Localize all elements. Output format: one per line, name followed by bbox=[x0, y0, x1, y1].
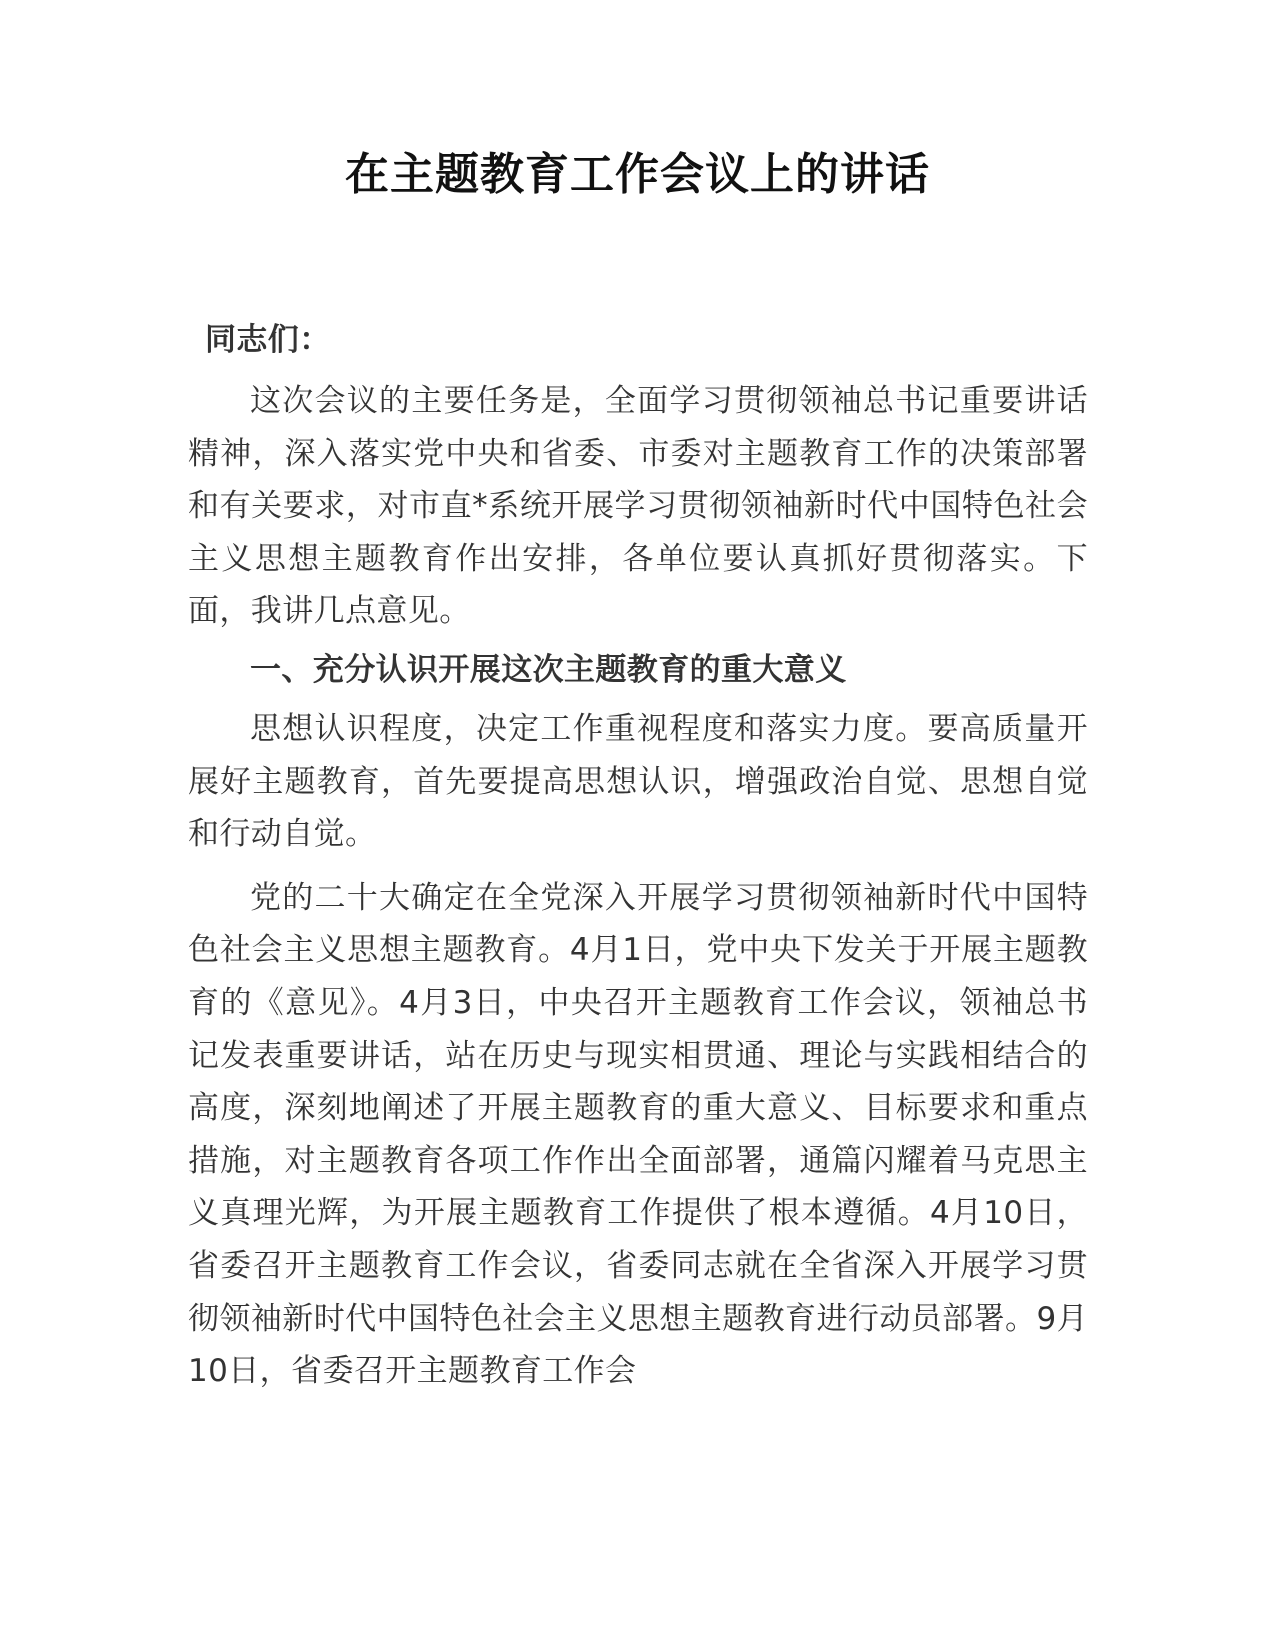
section-heading-1: 一、充分认识开展这次主题教育的重大意义 bbox=[250, 651, 847, 688]
salutation: 同志们： bbox=[205, 322, 331, 358]
document-title: 在主题教育工作会议上的讲话 bbox=[345, 149, 930, 200]
paragraph-awareness: 思想认识程度，决定工作重视程度和落实力度。要高质量开展好主题教育，首先要提高思想认识，增强政治自觉、思想自觉和行动自觉。 bbox=[188, 710, 1088, 853]
paragraph-background: 党的二十大确定在全党深入开展学习贯彻领袖新时代中国特色社会主义思想主题教育。4月1日，党中央下发关于开展主题教育的《意见》。4月3日，中央召开主题教育工作会议，领袖总书记发表重要讲话，站在历史与现实相贯通、理论与实践相结合的高度，深刻地阐述了开展主题教育的重大意义、目标要求和重点措施，对主题教育各项工作作出全面部署，通篇闪耀着马克思主义真理光辉，为开展主题教育工作提供了根本遵循。4月10日，省委召开主题教育工作会议，省委同志就在全省深入开展学习贯彻领袖新时代中国特色社会主义思想主题教育进行动员部署。9月10日，省委召开主题教育工作会 bbox=[188, 879, 1088, 1390]
document-body bbox=[188, 318, 1088, 1398]
paragraph-intro: 这次会议的主要任务是，全面学习贯彻领袖总书记重要讲话精神，深入落实党中央和省委、市委对主题教育工作的决策部署和有关要求，对市直*系统开展学习贯彻领袖新时代中国特色社会主义思想主题教育作出安排，各单位要认真抓好贯彻落实。下面，我讲几点意见。 bbox=[188, 383, 1088, 630]
